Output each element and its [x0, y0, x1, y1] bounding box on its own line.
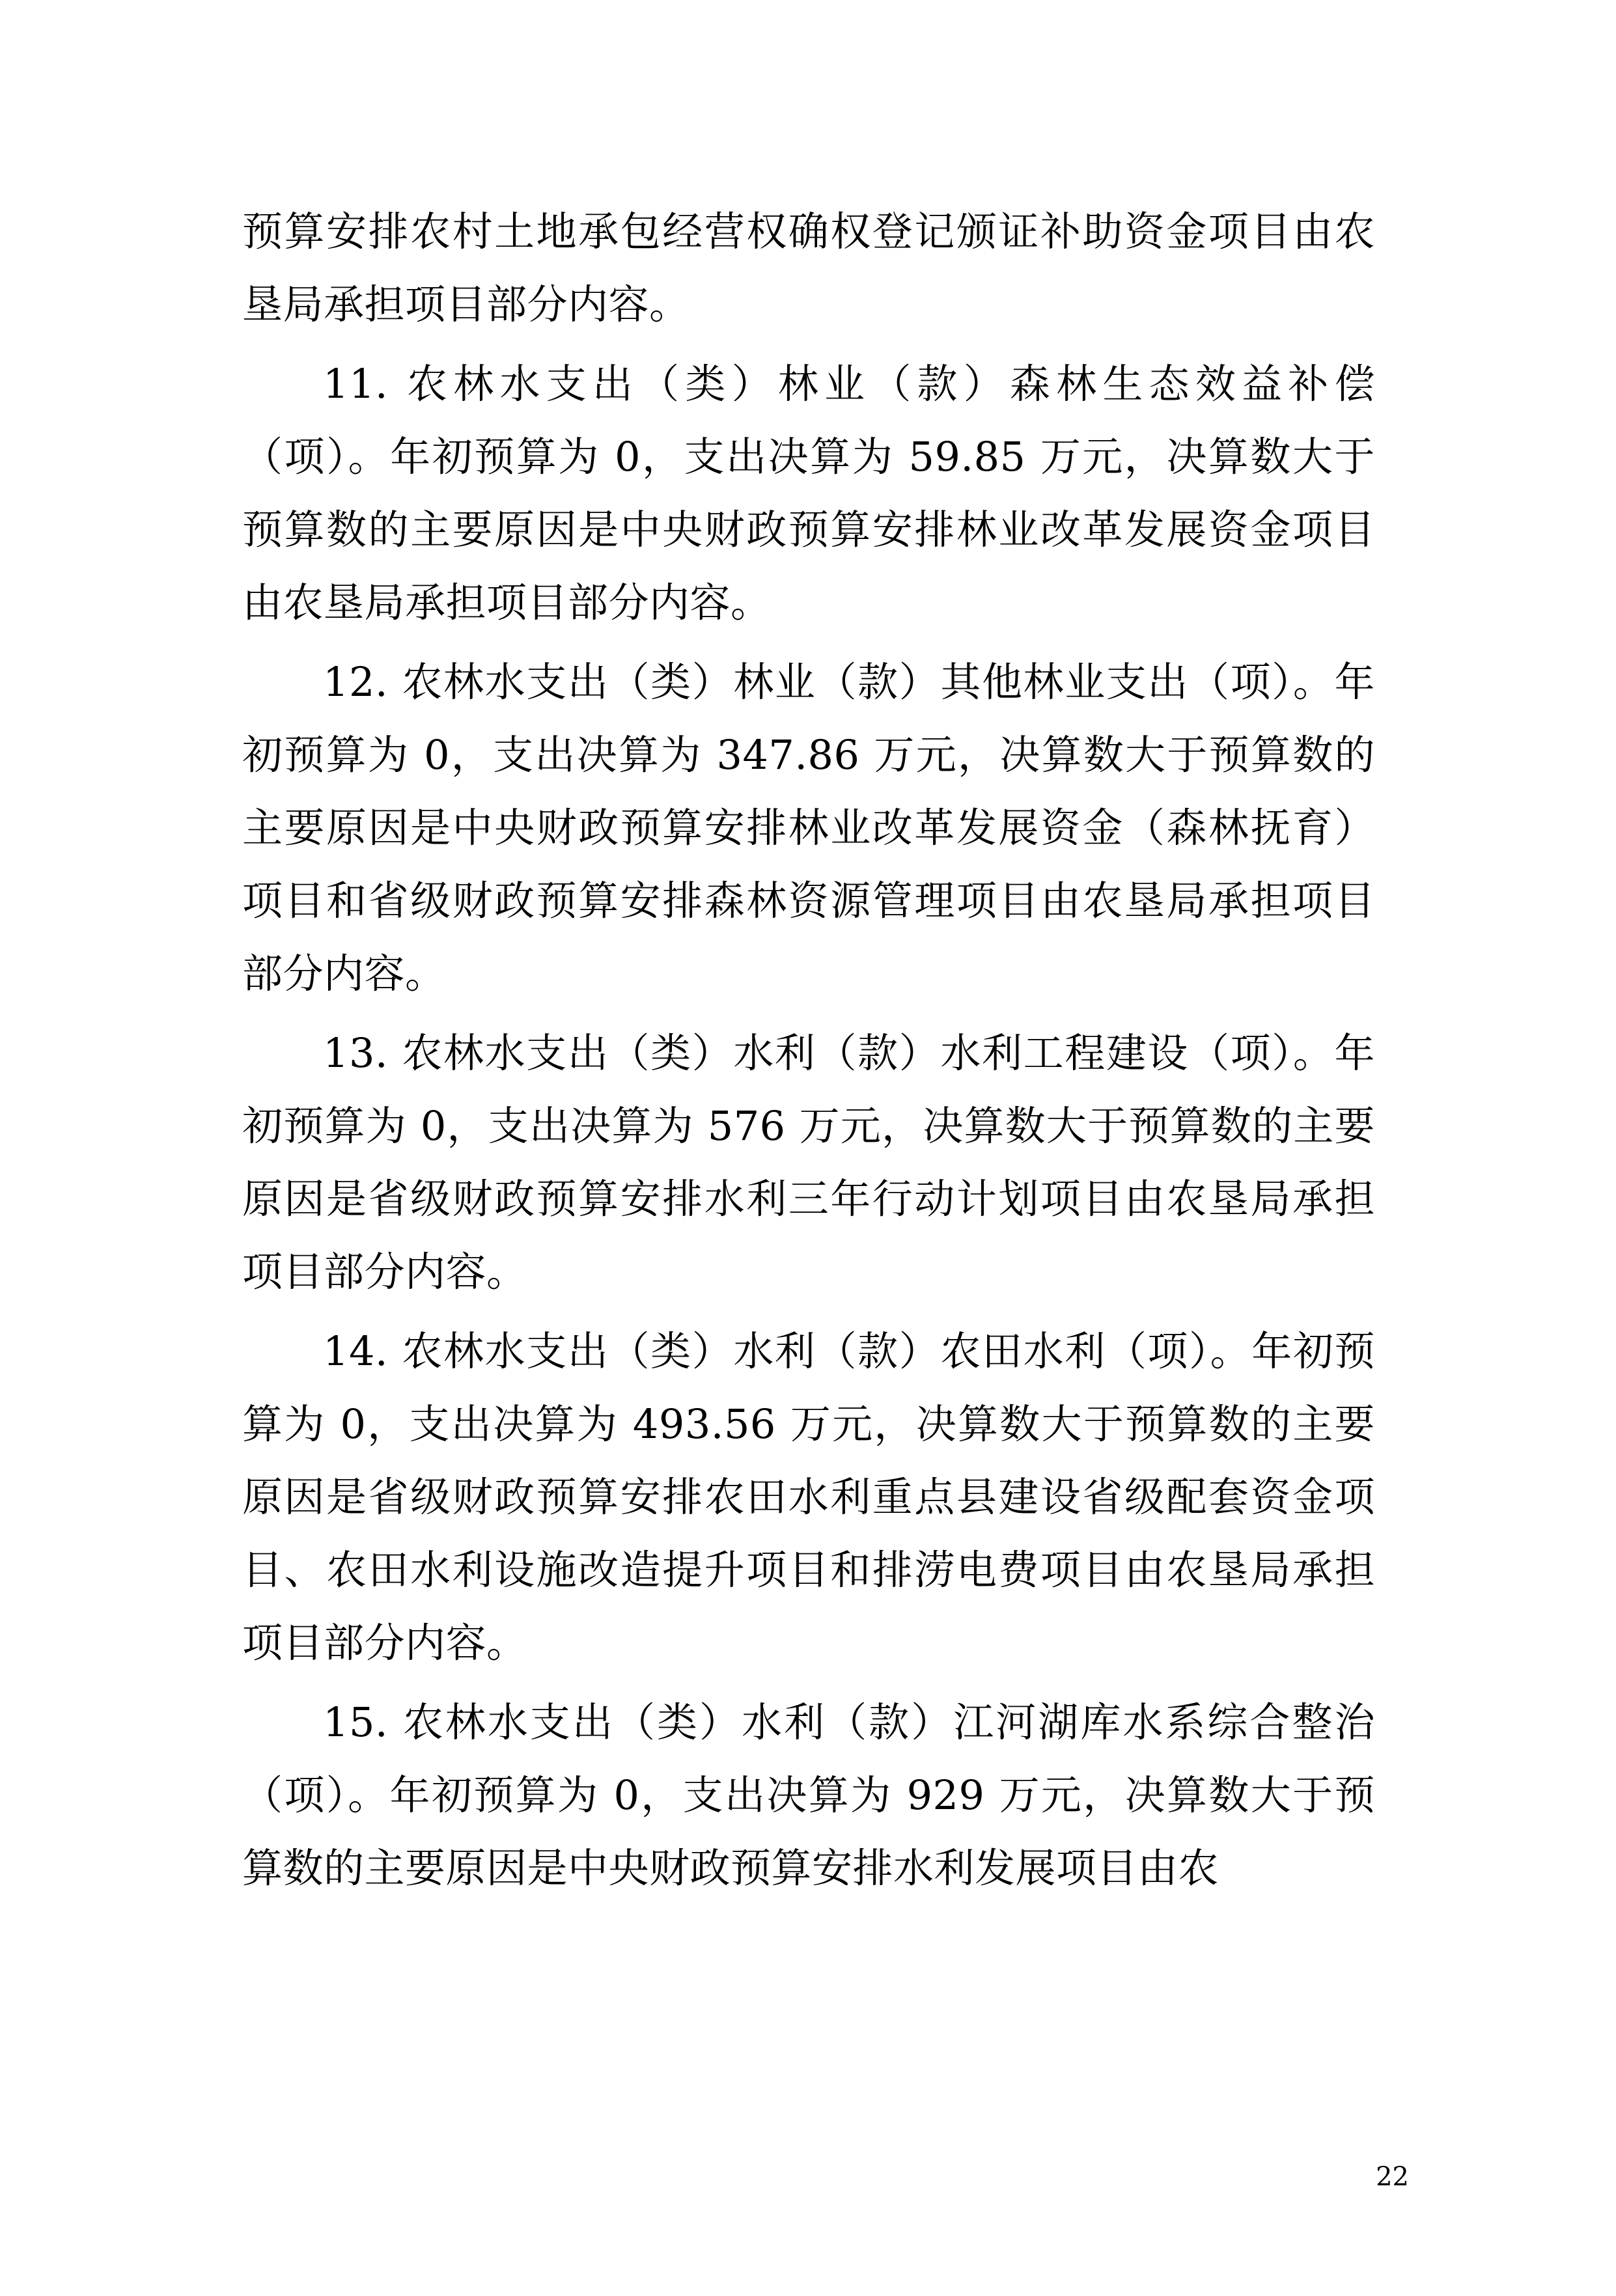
page-body [242, 195, 1375, 1911]
paragraph-item-13: 13. 农林水支出（类）水利（款）水利工程建设（项）。年初预算为 0，支出决算为 576 万元，决算数大于预算数的主要原因是省级财政预算安排水利三年行动计划项目由农垦局承担项目部分内容。 [242, 1029, 1375, 1295]
paragraph-item-12: 12. 农林水支出（类）林业（款）其他林业支出（项）。年初预算为 0，支出决算为 347.86 万元，决算数大于预算数的主要原因是中央财政预算安排林业改革发展资金（森林抚育）项目和省级财政预算安排森林资源管理项目由农垦局承担项目部分内容。 [242, 658, 1375, 997]
page-number: 22 [1376, 2162, 1409, 2192]
paragraph-item-15: 15. 农林水支出（类）水利（款）江河湖库水系综合整治（项）。年初预算为 0，支出决算为 929 万元，决算数大于预算数的主要原因是中央财政预算安排水利发展项目由农 [242, 1698, 1375, 1892]
paragraph-item-14: 14. 农林水支出（类）水利（款）农田水利（项）。年初预算为 0，支出决算为 493.56 万元，决算数大于预算数的主要原因是省级财政预算安排农田水利重点县建设省级配套资金项目、农田水利设施改造提升项目和排涝电费项目由农垦局承担项目部分内容。 [242, 1327, 1375, 1667]
paragraph-item-11: 11. 农林水支出（类）林业（款）森林生态效益补偿（项）。年初预算为 0，支出决算为 59.85 万元，决算数大于预算数的主要原因是中央财政预算安排林业改革发展资金项目由农垦局承担项目部分内容。 [242, 360, 1375, 626]
paragraph-continued: 预算安排农村土地承包经营权确权登记颁证补助资金项目由农垦局承担项目部分内容。 [242, 208, 1375, 328]
